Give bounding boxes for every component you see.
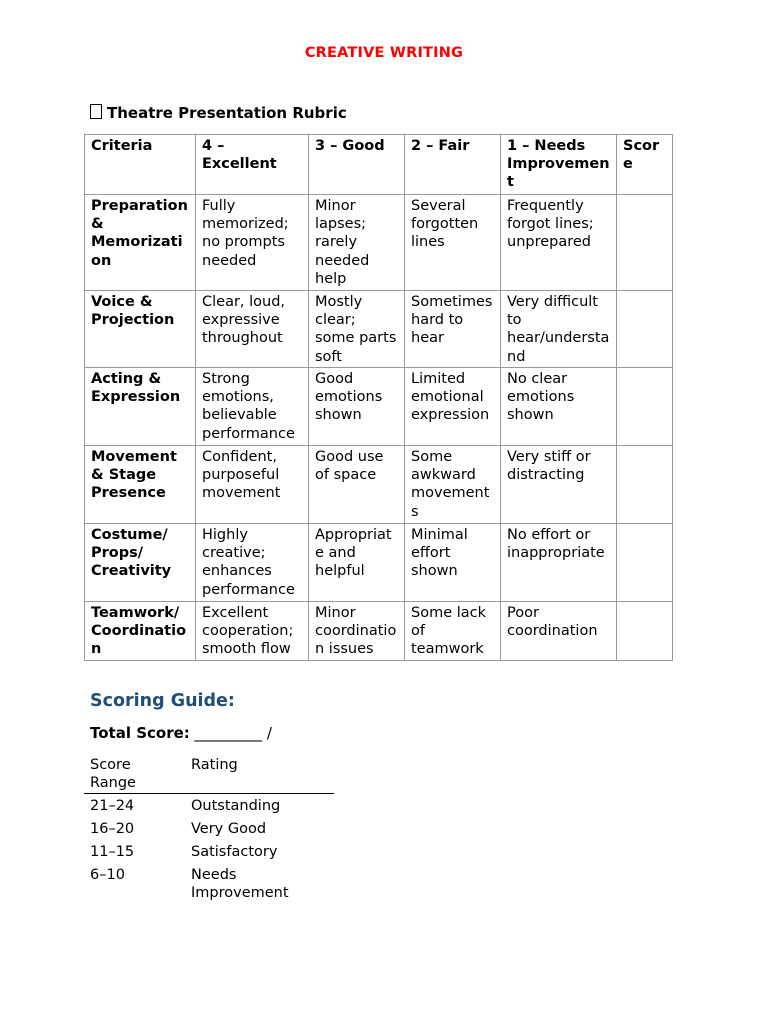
- excellent-cell: Clear, loud, expressive throughout: [196, 291, 309, 368]
- score-cell: [617, 291, 673, 368]
- good-cell: Mostly clear; some parts soft: [309, 291, 405, 368]
- criteria-cell: Costume/ Props/ Creativity: [85, 524, 196, 602]
- rubric-row: [85, 368, 673, 446]
- document-title: CREATIVE WRITING: [304, 45, 464, 61]
- scoring-guide-row: [84, 843, 334, 866]
- rating-header: Rating: [185, 756, 334, 794]
- rubric-header-row: [85, 135, 673, 195]
- fair-cell: Several forgotten lines: [405, 195, 501, 291]
- needs-improvement-cell: No effort or inappropriate: [501, 524, 617, 602]
- rubric-heading-text: Theatre Presentation Rubric: [107, 104, 347, 122]
- rating-cell: Very Good: [191, 821, 267, 838]
- header-cell-score: Score: [617, 135, 673, 195]
- score-cell: [617, 446, 673, 524]
- total-score-blank: _________ /: [189, 724, 272, 742]
- rubric-row: [85, 524, 673, 602]
- criteria-cell: Teamwork/ Coordination: [85, 602, 196, 661]
- needs-improvement-cell: No clear emotions shown: [501, 368, 617, 446]
- excellent-cell: Strong emotions, believable performance: [196, 368, 309, 446]
- score-range-cell: 21–24: [90, 798, 135, 815]
- criteria-cell: Movement & Stage Presence: [85, 446, 196, 524]
- rating-cell: Satisfactory: [191, 844, 278, 861]
- scoring-guide-row: [84, 820, 334, 843]
- good-cell: Good use of space: [309, 446, 405, 524]
- needs-improvement-cell: Poor coordination: [501, 602, 617, 661]
- scoring-guide-heading: Scoring Guide:: [90, 691, 235, 711]
- criteria-cell: Preparation & Memorization: [85, 195, 196, 291]
- fair-cell: Sometimes hard to hear: [405, 291, 501, 368]
- criteria-cell: Voice & Projection: [85, 291, 196, 368]
- needs-improvement-cell: Frequently forgot lines; unprepared: [501, 195, 617, 291]
- scoring-guide-row: [84, 794, 334, 820]
- scoring-guide-row: [84, 866, 334, 907]
- good-cell: Minor coordination issues: [309, 602, 405, 661]
- rubric-heading: [90, 104, 347, 122]
- score-cell: [617, 602, 673, 661]
- criteria-cell: Acting & Expression: [85, 368, 196, 446]
- score-cell: [617, 524, 673, 602]
- excellent-cell: Excellent cooperation; smooth flow: [196, 602, 309, 661]
- needs-improvement-cell: Very stiff or distracting: [501, 446, 617, 524]
- score-cell: [617, 368, 673, 446]
- rubric-row: [85, 195, 673, 291]
- excellent-cell: Fully memorized; no prompts needed: [196, 195, 309, 291]
- score-range-cell: 16–20: [90, 821, 135, 838]
- scoring-guide-header-row: [84, 756, 334, 794]
- excellent-cell: Highly creative; enhances performance: [196, 524, 309, 602]
- excellent-cell: Confident, purposeful movement: [196, 446, 309, 524]
- rating-cell: Outstanding: [191, 798, 281, 815]
- fair-cell: Some lack of teamwork: [405, 602, 501, 661]
- needs-improvement-cell: Very difficult to hear/understand: [501, 291, 617, 368]
- good-cell: Appropriate and helpful: [309, 524, 405, 602]
- score-cell: [617, 195, 673, 291]
- header-cell-fair: 2 – Fair: [405, 135, 501, 195]
- score-range-cell: 6–10: [90, 867, 125, 884]
- score-range-cell: 11–15: [90, 844, 135, 861]
- scoring-guide-table: [84, 756, 334, 907]
- header-cell-good: 3 – Good: [309, 135, 405, 195]
- good-cell: Good emotions shown: [309, 368, 405, 446]
- rating-cell: Needs Improvement: [191, 867, 289, 902]
- header-cell-needs-improvement: 1 – Needs Improvement: [501, 135, 617, 195]
- score-range-header: Score Range: [84, 756, 185, 794]
- fair-cell: Minimal effort shown: [405, 524, 501, 602]
- rubric-row: [85, 291, 673, 368]
- rubric-table: [84, 134, 673, 661]
- rubric-row: [85, 446, 673, 524]
- fair-cell: Limited emotional expression: [405, 368, 501, 446]
- total-score-label: Total Score:: [90, 724, 190, 742]
- header-cell-excellent: 4 – Excellent: [196, 135, 309, 195]
- rubric-row: [85, 602, 673, 661]
- total-score-line: [90, 724, 272, 742]
- missing-glyph-icon: [90, 104, 102, 119]
- header-cell-criteria: Criteria: [85, 135, 196, 195]
- fair-cell: Some awkward movements: [405, 446, 501, 524]
- good-cell: Minor lapses; rarely needed help: [309, 195, 405, 291]
